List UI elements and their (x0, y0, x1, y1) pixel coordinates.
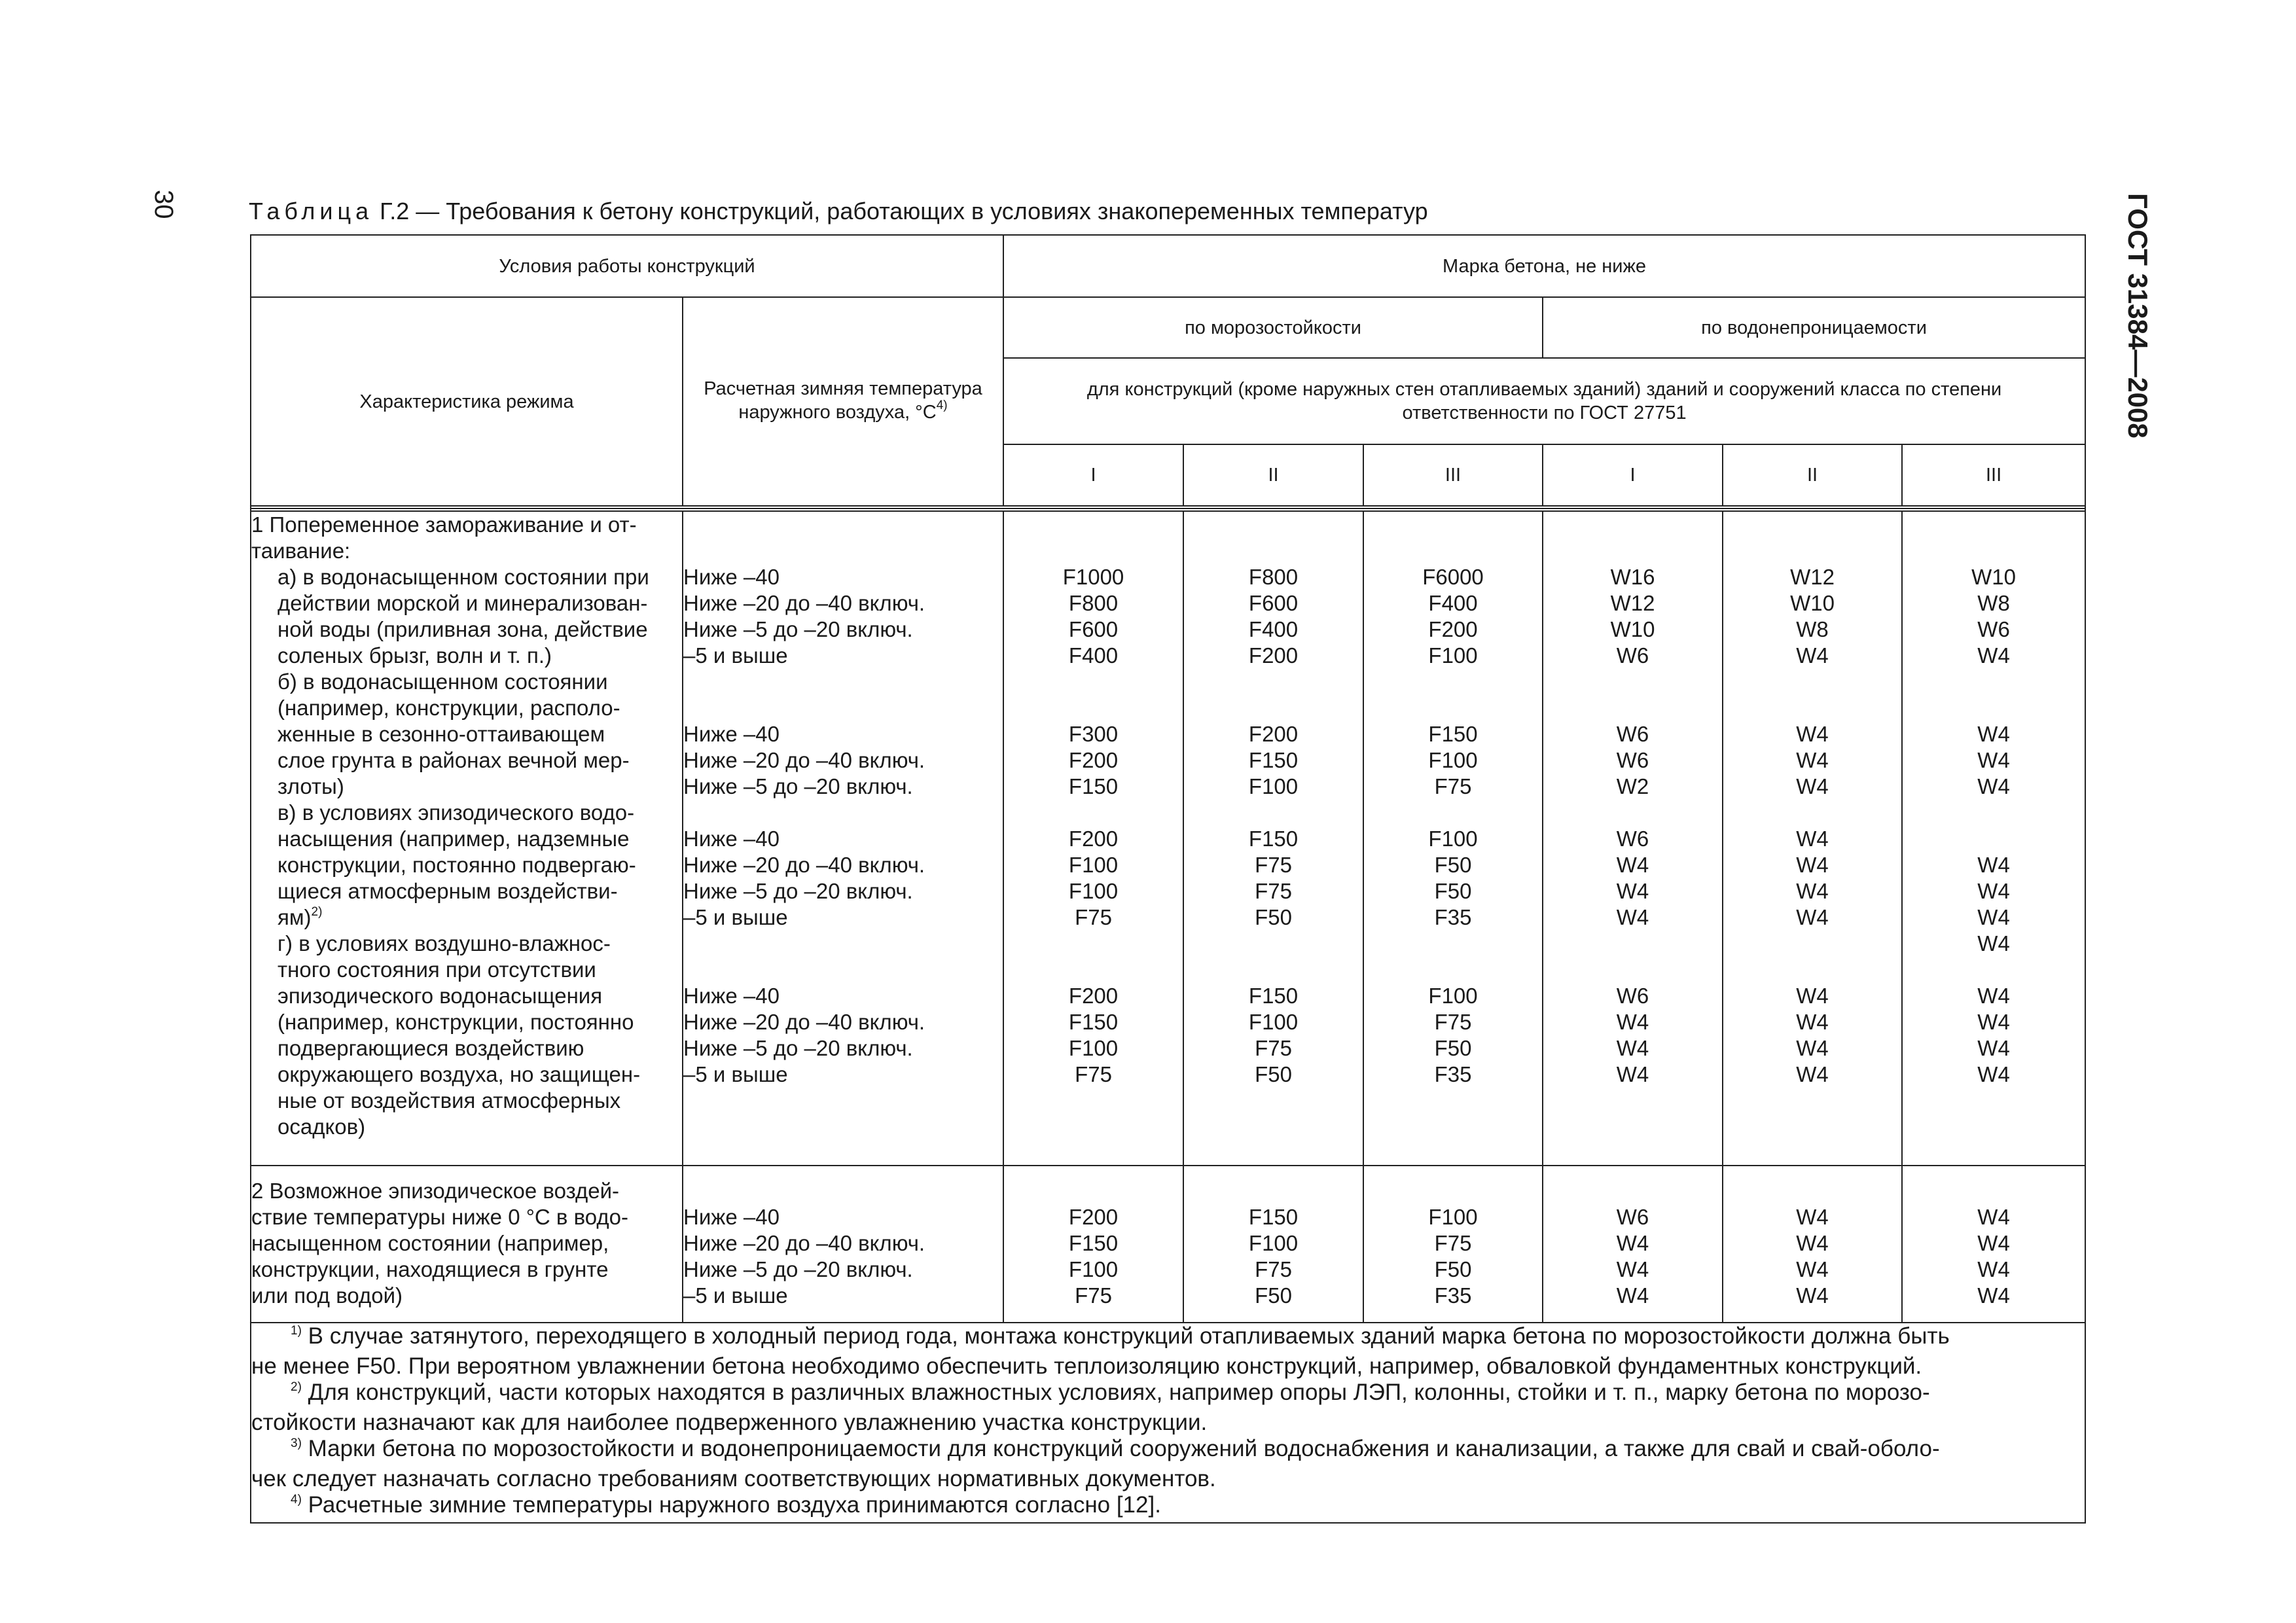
table-row (251, 1166, 2085, 1323)
grade-value (1184, 1114, 1363, 1140)
grade-value: W6 (1977, 617, 2010, 641)
document-code: ГОСТ 31384—2008 (2123, 193, 2153, 438)
grade-value (1004, 1088, 1183, 1114)
grade-value: F100 (1248, 1231, 1299, 1255)
temperature-line (683, 1088, 1003, 1114)
grade-value: F35 (1434, 905, 1472, 929)
grade-value (1004, 931, 1183, 957)
temperature-line (683, 669, 1003, 695)
grade-value: W4 (1796, 722, 1829, 746)
grade-value: F50 (1255, 1283, 1292, 1308)
grade-value: F75 (1255, 1036, 1292, 1060)
grade-value: W8 (1796, 617, 1829, 641)
condition-line: щиеся атмосферным воздействи- (278, 879, 618, 903)
grade-value (1723, 512, 1901, 538)
grade-value: W4 (1616, 879, 1649, 903)
table-title-prefix: Таблица (249, 198, 374, 224)
footnote-text: Для конструкций, части которых находятся в различных влажностных условиях, например опоры ЛЭП, колонны, стойки и т. п., марку бетона по морозо- (301, 1380, 1930, 1405)
grade-value (1004, 512, 1183, 538)
grade-value: F300 (1068, 722, 1119, 746)
grade-value (1364, 1088, 1542, 1114)
condition-line: эпизодического водонасыщения (278, 984, 603, 1008)
grade-value: W6 (1616, 1205, 1649, 1229)
grade-value: F150 (1248, 748, 1299, 772)
temperature-line: Ниже –20 до –40 включ. (683, 748, 925, 772)
condition-line: тного состояния при отсутствии (278, 957, 596, 982)
header-mode: Характеристика режима (251, 297, 683, 506)
row1-frost-class-iii (1363, 511, 1543, 1166)
grade-value: F100 (1068, 853, 1119, 877)
temperature-line: –5 и выше (683, 1283, 788, 1308)
row2-frost-class-iii (1363, 1166, 1543, 1323)
footnote (251, 1323, 2085, 1380)
condition-line: ной воды (приливная зона, действие (278, 617, 648, 641)
condition-line: конструкции, постоянно подвергаю- (278, 853, 636, 877)
condition-line: в) в условиях эпизодического водо- (278, 800, 635, 825)
grade-value (1184, 669, 1363, 695)
table-title-text: Г.2 — Требования к бетону конструкций, работающих в условиях знакопеременных температур (373, 198, 1428, 224)
temperature-line (683, 512, 1003, 538)
table-title (249, 198, 1428, 225)
temperature-line: Ниже –5 до –20 включ. (683, 774, 913, 798)
header-temperature (683, 297, 1003, 506)
row2-temperatures (683, 1166, 1003, 1323)
grade-value (1364, 931, 1542, 957)
row1-frost-class-ii (1183, 511, 1363, 1166)
temperature-line: Ниже –40 (683, 984, 780, 1008)
temperature-line: Ниже –20 до –40 включ. (683, 1010, 925, 1034)
grade-value: W4 (1616, 1231, 1649, 1255)
condition-line: а) в водонасыщенном состоянии при (278, 565, 649, 589)
grade-value: F200 (1068, 1205, 1119, 1229)
grade-value (1723, 957, 1901, 983)
temperature-line: Ниже –20 до –40 включ. (683, 1231, 925, 1255)
grade-value: W4 (1977, 774, 2010, 798)
grade-value (1364, 512, 1542, 538)
grade-value (1004, 695, 1183, 721)
grade-value (1543, 512, 1722, 538)
footnote-line: не менее F50. При вероятном увлажнении бетона необходимо обеспечить теплоизоляцию конструкций, например, обваловкой фундаментных конструкций. (251, 1353, 1922, 1379)
grade-value: W4 (1616, 1257, 1649, 1281)
grade-value: F150 (1248, 984, 1299, 1008)
grade-value (1004, 538, 1183, 564)
grade-value: W4 (1796, 853, 1829, 877)
condition-line: подвергающиеся воздействию (278, 1036, 584, 1060)
grade-value: W4 (1977, 643, 2010, 668)
condition-line: или под водой) (251, 1283, 403, 1308)
grade-value: W4 (1977, 931, 2010, 955)
footnote-marker: 4) (291, 1493, 302, 1507)
grade-value: F100 (1068, 1036, 1119, 1060)
grade-value (1723, 1088, 1901, 1114)
temperature-line: Ниже –5 до –20 включ. (683, 1036, 913, 1060)
grade-value: F800 (1248, 565, 1299, 589)
grade-value (1903, 695, 2085, 721)
grade-value: W4 (1977, 1283, 2010, 1308)
grade-value: W4 (1977, 1062, 2010, 1086)
condition-line: 1 Попеременное замораживание и от- (251, 512, 637, 537)
grade-value (1903, 957, 2085, 983)
row1-frost-class-i (1003, 511, 1183, 1166)
grade-value: W10 (1971, 565, 2016, 589)
grade-value: W4 (1977, 1231, 2010, 1255)
footnote (251, 1492, 2085, 1522)
grade-value: W4 (1616, 853, 1649, 877)
grade-value: F35 (1434, 1062, 1472, 1086)
condition-line: (например, конструкции, постоянно (278, 1010, 634, 1034)
grade-value (1543, 695, 1722, 721)
grade-value: W12 (1790, 565, 1835, 589)
header-structures (1003, 358, 2085, 444)
condition-line: злоты) (278, 774, 344, 798)
grade-value: W4 (1796, 1062, 1829, 1086)
grade-value: F35 (1434, 1283, 1472, 1308)
grade-value: W4 (1796, 905, 1829, 929)
condition-line: 2 Возможное эпизодическое воздей- (251, 1179, 620, 1203)
grade-value: W4 (1977, 748, 2010, 772)
grade-value (1903, 512, 2085, 538)
temperature-line: Ниже –20 до –40 включ. (683, 853, 925, 877)
grade-value: W4 (1977, 1205, 2010, 1229)
grade-value: W4 (1977, 722, 2010, 746)
grade-value: F200 (1248, 643, 1299, 668)
grade-value: F100 (1428, 748, 1478, 772)
grade-value: W4 (1796, 774, 1829, 798)
grade-value: W4 (1977, 905, 2010, 929)
grade-value (1723, 538, 1901, 564)
grade-value: F75 (1434, 1231, 1472, 1255)
temperature-line (683, 931, 1003, 957)
grade-value: W2 (1616, 774, 1649, 798)
footnote-line (251, 1323, 2085, 1353)
temperature-line: Ниже –5 до –20 включ. (683, 879, 913, 903)
row1-water-class-iii (1902, 511, 2085, 1166)
grade-value: W4 (1616, 1283, 1649, 1308)
grade-value: F75 (1434, 1010, 1472, 1034)
footnote-text: В случае затянутого, переходящего в холодный период года, монтажа конструкций отапливаемых зданий марка бетона по морозостойкости должна быть (301, 1323, 1950, 1349)
grade-value: F200 (1068, 748, 1119, 772)
grade-value: W10 (1790, 591, 1835, 615)
row2-water-class-ii (1723, 1166, 1902, 1323)
grade-value: W4 (1977, 879, 2010, 903)
grade-value (1543, 1088, 1722, 1114)
grade-value: F50 (1255, 905, 1292, 929)
grade-value: W4 (1977, 984, 2010, 1008)
temperature-line: Ниже –40 (683, 722, 780, 746)
grade-value (1184, 800, 1363, 826)
grade-value (1723, 669, 1901, 695)
grade-value: F400 (1068, 643, 1119, 668)
grade-value: W10 (1610, 617, 1655, 641)
condition-line: насыщения (например, надземные (278, 827, 630, 851)
grade-value: F50 (1434, 853, 1472, 877)
table-row (251, 511, 2085, 1166)
header-frost: по морозостойкости (1003, 297, 1543, 358)
grade-value (1364, 957, 1542, 983)
grade-value: F75 (1075, 1062, 1112, 1086)
grade-value: F150 (1068, 774, 1119, 798)
grade-value: F6000 (1422, 565, 1484, 589)
footnote-ref: 2) (311, 905, 323, 919)
grade-value: W4 (1796, 1010, 1829, 1034)
row2-water-class-i (1543, 1166, 1723, 1323)
grade-value (1364, 800, 1542, 826)
header-structures-line: ответственности по ГОСТ 27751 (1402, 402, 1687, 423)
footnote-line (251, 1492, 2085, 1522)
grade-value: F75 (1075, 1283, 1112, 1308)
grade-value: F1000 (1062, 565, 1124, 589)
footnote-line: чек следует назначать согласно требованиям соответствующих нормативных документов. (251, 1466, 1216, 1491)
grade-value: W16 (1610, 565, 1655, 589)
temperature-line: –5 и выше (683, 643, 788, 668)
grade-value: F75 (1434, 774, 1472, 798)
grade-value: W4 (1796, 748, 1829, 772)
temperature-line: –5 и выше (683, 1062, 788, 1086)
grade-value (1543, 669, 1722, 695)
header-class: III (1363, 444, 1543, 506)
condition-line: соленых брызг, волн и т. п.) (278, 643, 552, 668)
grade-value: W6 (1616, 643, 1649, 668)
grade-value (1364, 695, 1542, 721)
grade-value: W4 (1796, 1257, 1829, 1281)
grade-value (1543, 931, 1722, 957)
temperature-line (683, 800, 1003, 826)
grade-value (1364, 1114, 1542, 1140)
row2-conditions (251, 1166, 683, 1323)
condition-line: конструкции, находящиеся в грунте (251, 1257, 609, 1281)
grade-value (1543, 800, 1722, 826)
grade-value: F75 (1075, 905, 1112, 929)
footnote-marker: 2) (291, 1380, 302, 1394)
grade-value (1903, 1088, 2085, 1114)
grade-value: F150 (1068, 1010, 1119, 1034)
grade-value: W12 (1610, 591, 1655, 615)
grade-value: F200 (1068, 984, 1119, 1008)
row2-frost-class-i (1003, 1166, 1183, 1323)
footnote-line (251, 1436, 2085, 1466)
row1-water-class-i (1543, 511, 1723, 1166)
grade-value (1184, 1088, 1363, 1114)
temperature-line: Ниже –5 до –20 включ. (683, 617, 913, 641)
footnote-line: стойкости назначают как для наиболее подверженного увлажнению участка конструкции. (251, 1410, 1208, 1435)
temperature-line (683, 695, 1003, 721)
grade-value (1184, 957, 1363, 983)
grade-value: W4 (1977, 853, 2010, 877)
grade-value: F600 (1248, 591, 1299, 615)
temperature-line: –5 и выше (683, 905, 788, 929)
grade-value: W4 (1616, 1062, 1649, 1086)
temperature-line: Ниже –20 до –40 включ. (683, 591, 925, 615)
grade-value: F200 (1248, 722, 1299, 746)
grade-value: F100 (1428, 984, 1478, 1008)
condition-line: г) в условиях воздушно-влажнос- (278, 931, 611, 955)
grade-value (1723, 695, 1901, 721)
grade-value: W4 (1796, 827, 1829, 851)
grade-value: W4 (1796, 1283, 1829, 1308)
grade-value: W8 (1977, 591, 2010, 615)
condition-line: таивание: (251, 539, 351, 563)
grade-value (1543, 538, 1722, 564)
condition-line: (например, конструкции, располо- (278, 696, 620, 720)
temperature-line: Ниже –40 (683, 827, 780, 851)
grade-value: F50 (1434, 1036, 1472, 1060)
grade-value: F100 (1068, 1257, 1119, 1281)
header-class: I (1543, 444, 1723, 506)
grade-value: F100 (1068, 879, 1119, 903)
grade-value: F100 (1428, 827, 1478, 851)
footnote (251, 1380, 2085, 1436)
row2-water-class-iii (1902, 1166, 2085, 1323)
grade-value (1184, 695, 1363, 721)
header-temperature-text: Расчетная зимняя температура наружного воздуха, °С (704, 378, 982, 423)
grade-value (1543, 957, 1722, 983)
grade-value (1004, 1114, 1183, 1140)
grade-value: F400 (1428, 591, 1478, 615)
grade-value: F50 (1434, 1257, 1472, 1281)
grade-value: F400 (1248, 617, 1299, 641)
grade-value: W4 (1616, 1036, 1649, 1060)
grade-value: F150 (1068, 1231, 1119, 1255)
grade-value (1903, 669, 2085, 695)
condition-line: ствие температуры ниже 0 °С в водо- (251, 1205, 629, 1229)
grade-value: F200 (1068, 827, 1119, 851)
condition-line: ям)$^{2)}$ (278, 905, 323, 929)
header-class: III (1902, 444, 2085, 506)
footnote (251, 1436, 2085, 1492)
concrete-requirements-table (250, 234, 2086, 1524)
grade-value: W4 (1977, 1010, 2010, 1034)
grade-value: F50 (1255, 1062, 1292, 1086)
grade-value: W6 (1616, 827, 1649, 851)
grade-value: F800 (1068, 591, 1119, 615)
grade-value: W4 (1796, 1231, 1829, 1255)
grade-value: F150 (1248, 827, 1299, 851)
footnote-text: Марки бетона по морозостойкости и водонепроницаемости для конструкций сооружений водоснабжения и канализации, а также для свай и свай-оболо- (301, 1436, 1940, 1461)
grade-value (1903, 538, 2085, 564)
notes-row (251, 1323, 2085, 1523)
grade-value: W4 (1796, 984, 1829, 1008)
header-class: I (1003, 444, 1183, 506)
header-structures-line: для конструкций (кроме наружных стен отапливаемых зданий) зданий и сооружений класса по степени (1086, 379, 2002, 400)
condition-line: ные от воздействия атмосферных (278, 1088, 621, 1113)
temperature-line (683, 1114, 1003, 1140)
temperature-line: Ниже –40 (683, 565, 780, 589)
row1-temperatures (683, 511, 1003, 1166)
grade-value: W4 (1796, 643, 1829, 668)
grade-value (1184, 538, 1363, 564)
footnote-line (251, 1380, 2085, 1410)
grade-value: W6 (1616, 984, 1649, 1008)
row1-water-class-ii (1723, 511, 1902, 1166)
temperature-line: Ниже –40 (683, 1205, 780, 1229)
grade-value: F75 (1255, 879, 1292, 903)
condition-line: окружающего воздуха, но защищен- (278, 1062, 641, 1086)
temperature-line (683, 538, 1003, 564)
footnote-text: Расчетные зимние температуры наружного воздуха принимаются согласно [12]. (301, 1492, 1161, 1518)
row1-conditions (251, 511, 683, 1166)
temperature-line (683, 957, 1003, 983)
condition-line: действии морской и минерализован- (278, 591, 648, 615)
grade-value: W4 (1796, 1036, 1829, 1060)
grade-value (1903, 1114, 2085, 1140)
condition-line: женные в сезонно-оттаивающем (278, 722, 605, 746)
grade-value: F200 (1428, 617, 1478, 641)
grade-value: W6 (1616, 748, 1649, 772)
header-conditions: Условия работы конструкций (251, 235, 1003, 297)
footnote-marker: 3) (291, 1436, 302, 1450)
grade-value: W4 (1977, 1036, 2010, 1060)
grade-value: F150 (1248, 1205, 1299, 1229)
grade-value (1903, 800, 2085, 826)
grade-value: W4 (1977, 1257, 2010, 1281)
grade-value (1723, 800, 1901, 826)
header-class: II (1183, 444, 1363, 506)
grade-value: W4 (1616, 1010, 1649, 1034)
condition-line: осадков) (278, 1115, 366, 1139)
grade-value (1364, 669, 1542, 695)
grade-value (1543, 1114, 1722, 1140)
header-separator (251, 506, 2085, 511)
condition-line: б) в водонасыщенном состоянии (278, 669, 608, 694)
grade-value (1723, 931, 1901, 957)
grade-value (1184, 512, 1363, 538)
grade-value: F75 (1255, 853, 1292, 877)
page-number: 30 (149, 190, 178, 219)
header-grade: Марка бетона, не ниже (1003, 235, 2085, 297)
grade-value (1004, 957, 1183, 983)
footnote-marker: 1) (291, 1324, 302, 1338)
grade-value: W4 (1616, 905, 1649, 929)
condition-line: слое грунта в районах вечной мер- (278, 748, 630, 772)
grade-value: F100 (1248, 1010, 1299, 1034)
condition-line: насыщенном состоянии (например, (251, 1231, 609, 1255)
header-class: II (1723, 444, 1902, 506)
grade-value: F100 (1428, 643, 1478, 668)
grade-value: F75 (1255, 1257, 1292, 1281)
grade-value (1184, 931, 1363, 957)
grade-value: F150 (1428, 722, 1478, 746)
grade-value: F50 (1434, 879, 1472, 903)
grade-value (1723, 1114, 1901, 1140)
grade-value: F100 (1428, 1205, 1478, 1229)
grade-value: F600 (1068, 617, 1119, 641)
grade-value: F100 (1248, 774, 1299, 798)
grade-value (1004, 669, 1183, 695)
grade-value (1903, 826, 2085, 852)
row2-frost-class-ii (1183, 1166, 1363, 1323)
header-water: по водонепроницаемости (1543, 297, 2085, 358)
grade-value: W6 (1616, 722, 1649, 746)
header-temperature-footnote: 4) (936, 398, 948, 412)
temperature-line: Ниже –5 до –20 включ. (683, 1257, 913, 1281)
table-footnotes (251, 1323, 2085, 1523)
grade-value: W4 (1796, 879, 1829, 903)
grade-value (1364, 538, 1542, 564)
grade-value: W4 (1796, 1205, 1829, 1229)
grade-value (1004, 800, 1183, 826)
